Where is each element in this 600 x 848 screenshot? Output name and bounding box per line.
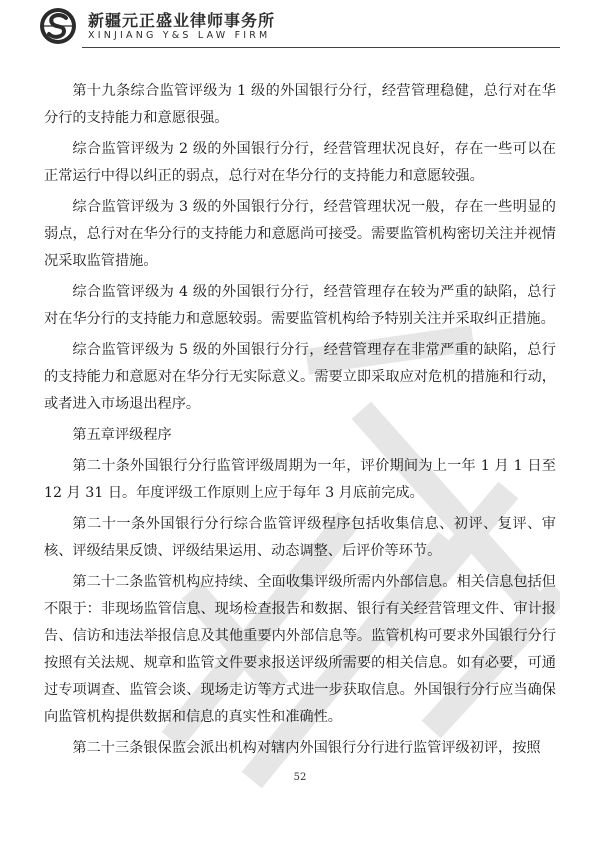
firm-name-cn: 新疆元正盛业律师事务所 <box>88 11 276 30</box>
paragraph: 第二十二条监管机构应持续、全面收集评级所需内外部信息。相关信息包括但不限于：非现场监管信息、现场检查报告和数据、银行有关经营管理文件、审计报告、信访和违法举报信息及其他重要内外部信息等。监管机构可要求外国银行分行按照有关法规、规章和监管文件要求报送评级所需要的相关信息。如有必要，可通过专项调查、监管会谈、现场走访等方式进一步获取信息。外国银行分行应当确保向监管机构提供数据和信息的真实性和准确性。 <box>44 574 556 725</box>
paragraph: 第十九条综合监管评级为 1 级的外国银行分行，经营管理稳健，总行对在华分行的支持能力和意愿很强。 <box>44 83 556 126</box>
paragraph: 第二十一条外国银行分行综合监管评级程序包括收集信息、初评、复评、审核、评级结果反馈、评级结果运用、动态调整、后评价等环节。 <box>44 516 556 559</box>
document-body <box>44 78 556 766</box>
firm-name-en: XINJIANG Y&S LAW FIRM <box>88 30 271 41</box>
paragraph: 第二十条外国银行分行监管评级周期为一年，评价期间为上一年 1 月 1 日至 12 月 31 日。年度评级工作原则上应于每年 3 月底前完成。 <box>44 458 556 501</box>
paragraph: 第二十三条银保监会派出机构对辖内外国银行分行进行监管评级初评，按照 <box>72 740 541 756</box>
chapter-heading: 第五章评级程序 <box>72 427 172 443</box>
page-number: 52 <box>293 772 307 783</box>
paragraph: 综合监管评级为 5 级的外国银行分行，经营管理存在非常严重的缺陷，总行的支持能力和意愿对在华分行无实际意义。需要立即采取应对危机的措施和行动，或者进入市场退出程序。 <box>44 342 556 412</box>
header-divider <box>82 47 560 48</box>
firm-logo-icon <box>38 6 78 46</box>
paragraph: 综合监管评级为 4 级的外国银行分行，经营管理存在较为严重的缺陷，总行对在华分行的支持能力和意愿较弱。需要监管机构给予特别关注并采取纠正措施。 <box>44 284 556 327</box>
page-header <box>0 0 600 52</box>
paragraph: 综合监管评级为 2 级的外国银行分行，经营管理状况良好，存在一些可以在正常运行中得以纠正的弱点，总行对在华分行的支持能力和意愿较强。 <box>44 141 556 184</box>
paragraph: 综合监管评级为 3 级的外国银行分行，经营管理状况一般，存在一些明显的弱点，总行对在华分行的支持能力和意愿尚可接受。需要监管机构密切关注并视情况采取监管措施。 <box>44 199 556 269</box>
